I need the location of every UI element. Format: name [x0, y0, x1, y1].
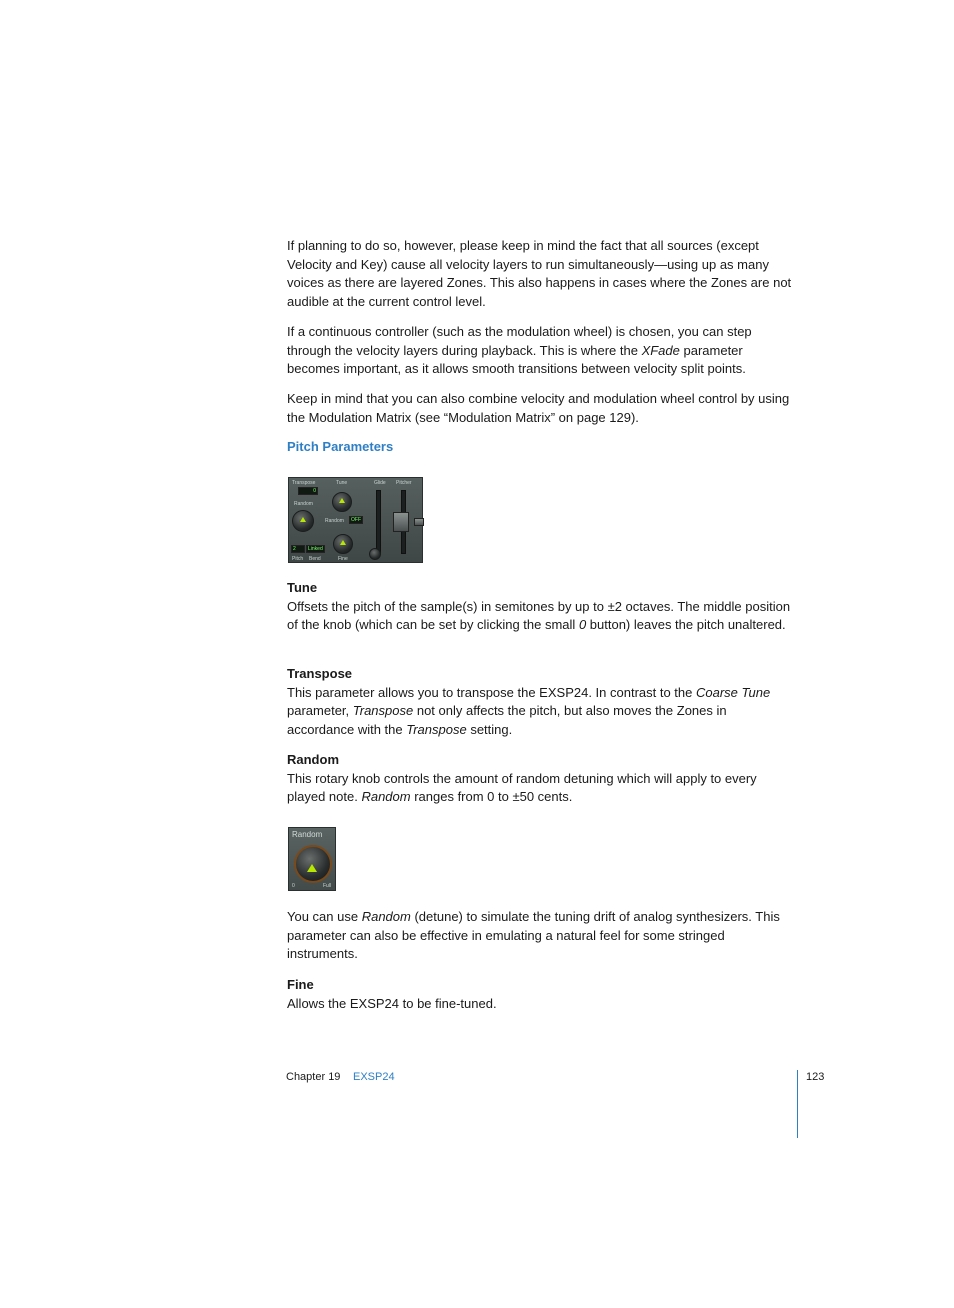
tune-knob[interactable] [332, 492, 352, 512]
glide-label: Glide [374, 480, 386, 486]
paragraph-text: If planning to do so, however, please keep in mind the fact that all sources (except Velocity and Key) cause all velocity layers to run simultaneously—using up as many voices as there are layered Zones. This also happens in cases where the Zones are not audible at the current control level. [287, 238, 792, 309]
page-number: 123 [806, 1071, 825, 1083]
pitch-bend-display[interactable]: 2 [291, 545, 305, 553]
tune-label: Tune [336, 480, 348, 486]
random-knob-panel [288, 827, 336, 891]
fine-label: Fine [338, 556, 348, 562]
transpose-entry [287, 665, 792, 739]
random-pitch-label: Random [325, 518, 344, 524]
bend-label: Bend [309, 556, 321, 562]
glide-handle[interactable] [369, 548, 381, 560]
bend-mode-display[interactable]: Linked [308, 546, 323, 552]
emphasis-coarse-tune: Coarse Tune [696, 684, 771, 700]
knob-indicator-icon [300, 517, 306, 522]
glide-slider-track [376, 490, 381, 554]
random-max-label: Full [323, 883, 332, 889]
knob-indicator-icon [307, 864, 317, 872]
term-fine: Fine [287, 977, 314, 992]
paragraph-text: (detune) to simulate the tuning drift of analog synthesizers. This parameter can also be effective in emulating a natural feel for some stringed instruments. [287, 909, 780, 962]
tune-entry [287, 579, 792, 635]
footer-chapter: Chapter 19 [286, 1071, 341, 1083]
emphasis-random: Random [361, 909, 411, 924]
fine-knob[interactable] [333, 534, 353, 554]
emphasis-transpose: Transpose [406, 721, 467, 737]
paragraph-xfade [287, 323, 792, 379]
random-knob[interactable] [292, 510, 314, 532]
random-detail-knob[interactable] [294, 845, 332, 883]
random-label: Random [294, 501, 313, 507]
footer-divider [797, 1070, 798, 1138]
definition-text: button) leaves the pitch unaltered. [586, 617, 786, 633]
transpose-display[interactable]: 0 [298, 487, 318, 495]
pitch-parameters-panel [288, 477, 423, 563]
transpose-label: Transpose [292, 480, 316, 486]
term-tune: Tune [287, 580, 318, 595]
emphasis-transpose: Transpose [352, 703, 414, 719]
definition-text: This rotary knob controls the amount of random detuning which will apply to every played note. [287, 770, 757, 805]
random-pitch-display[interactable]: OFF [351, 517, 361, 523]
random-panel-label: Random [292, 830, 323, 839]
knob-indicator-icon [340, 540, 346, 545]
pitcher-fader-tab[interactable] [414, 518, 424, 526]
definition-text: parameter, [287, 703, 353, 719]
paragraph-voices [287, 237, 792, 311]
paragraph-random-use [287, 908, 792, 964]
term-random: Random [287, 752, 339, 767]
paragraph-text: parameter becomes important, as it allows smooth transitions between velocity split points. [287, 342, 746, 377]
paragraph-text: Keep in mind that you can also combine velocity and modulation wheel control by using the Modulation Matrix (see “Modulation Matrix” on page 129). [287, 391, 790, 425]
pitcher-fader[interactable] [393, 512, 409, 532]
random-entry [287, 751, 792, 807]
definition-text: ranges from 0 to ±50 cents. [410, 789, 573, 805]
definition-text: Allows the EXSP24 to be fine-tuned. [287, 995, 497, 1011]
emphasis-xfade: XFade [641, 342, 680, 358]
pitch-label: Pitch [292, 556, 304, 562]
section-title: Pitch Parameters [287, 439, 394, 454]
definition-text: This parameter allows you to transpose the EXSP24. In contrast to the [287, 684, 696, 700]
random-min-label: 0 [292, 883, 295, 889]
paragraph-mod-matrix [287, 390, 792, 427]
term-transpose: Transpose [287, 666, 353, 681]
emphasis-zero: 0 [578, 617, 587, 633]
knob-indicator-icon [339, 498, 345, 503]
emphasis-random: Random [361, 789, 411, 805]
pitcher-label: Pitcher [396, 480, 412, 486]
footer-chapter-title: EXSP24 [353, 1071, 395, 1083]
paragraph-text: You can use [287, 909, 362, 924]
definition-text: setting. [466, 721, 513, 737]
definition-text: not only affects the pitch, but also moves the Zones in accordance with the [287, 703, 727, 737]
definition-text: Offsets the pitch of the sample(s) in semitones by up to ±2 octaves. The middle position of the knob (which can be set by clicking the small [287, 598, 791, 633]
fine-entry [287, 976, 792, 1013]
paragraph-text: If a continuous controller (such as the modulation wheel) is chosen, you can step through the velocity layers during playback. This is where the [287, 324, 752, 358]
